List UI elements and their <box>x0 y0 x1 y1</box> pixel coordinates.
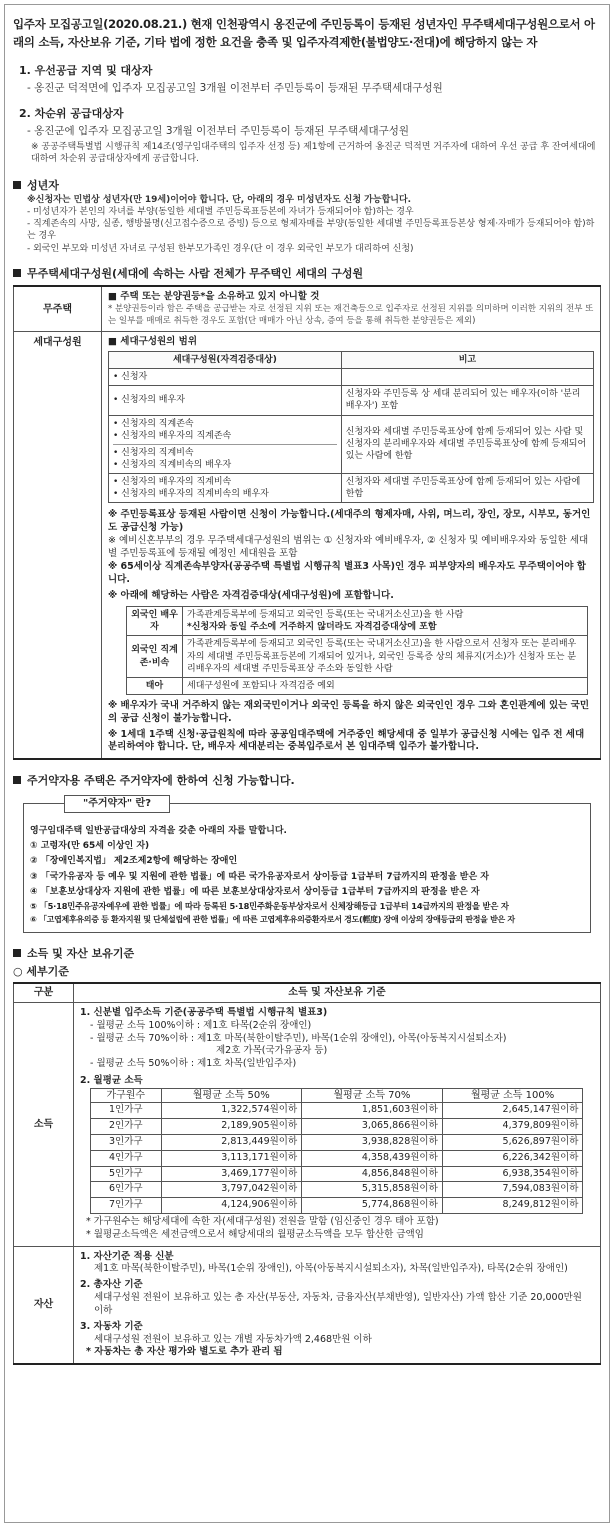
income-header-category: 구분 <box>14 983 74 1002</box>
no-house-main: ■ 주택 또는 분양권등*을 소유하고 있지 아니할 것 <box>108 291 320 303</box>
col-head: 월평균 소득 50% <box>161 1088 302 1103</box>
table-row: 1인가구 1,322,574원이하 1,851,603원이하 2,645,147원이하 <box>91 1103 583 1119</box>
vulnerable-lead: 영구임대주택 일반공급대상의 자격을 갖춘 아래의 자를 말합니다. <box>30 826 287 837</box>
vulnerable-box <box>23 798 591 933</box>
household-note-5: ※ 배우자가 국내 거주하지 않는 재외국민이거나 외국인 등록을 하지 않은 외국인인 경우 그와 혼인관계에 있는 국민의 공급 신청이 불가능합니다. <box>108 699 589 724</box>
foreign-family-cell: 가족관계등록부에 등재되고 외국인 등록(또는 국내거소신고)을 한 사람으로서 신청자 또는 분리배우자의 세대별 주민등록표등본에 기재되어 있거나, 외국인 등록증 상의 체류지(거소)가 신청자 또는 분리배우자의 세대별 주민등록표상 주소와 동일한 사람 <box>183 636 588 677</box>
table-row: 5인가구 3,469,177원이하 4,856,848원이하 6,938,354원이하 <box>91 1166 583 1182</box>
income-note-1: * 가구원수는 해당세대에 속한 자(세대구성원) 전원을 말함 (임신중인 경우 태아 포함) <box>86 1216 439 1228</box>
income-table <box>13 982 601 1365</box>
table-row: 3인가구 2,813,449원이하 3,938,828원이하 5,626,897원이하 <box>91 1134 583 1150</box>
member-row: • 신청자 <box>109 369 342 386</box>
fetus-label: 태아 <box>127 677 183 694</box>
section-vulnerable-title: 주거약자용 주택은 주거약자에 한하여 신청 가능합니다. <box>13 774 601 789</box>
vulnerable-tag: "주거약자" 란? <box>64 795 170 813</box>
member-row: • 신청자의 배우자 <box>109 386 342 415</box>
vulnerable-item: ④ 「보훈보상대상자 지원에 관한 법률」에 따른 보훈보상대상자로서 상이등급 1급부터 7급까지의 판정을 받은 자 <box>30 886 480 897</box>
income-note-2: * 월평균소득액은 세전금액으로서 해당세대의 월평균소득액을 모두 합산한 금액임 <box>86 1228 424 1240</box>
label-household-member: 세대구성원 <box>14 332 102 760</box>
col-member: 세대구성원(자격검증대상) <box>109 352 342 369</box>
vulnerable-item: ② 「장애인복지법」 제2조제2항에 해당하는 장애인 <box>30 856 238 867</box>
bullet-square-icon <box>13 776 21 784</box>
vulnerable-item: ③ 「국가유공자 등 예우 및 지원에 관한 법률」에 따른 국가유공자로서 상이등급 1급부터 7급까지의 판정을 받은 자 <box>30 871 489 882</box>
section-household-title: 무주택세대구성원(세대에 속하는 사람 전체가 무주택인 세대의 구성원 <box>13 267 601 282</box>
income-subtitle: ○ 세부기준 <box>13 964 69 978</box>
document-page <box>4 4 610 1523</box>
table-row: 7인가구 4,124,906원이하 5,774,868원이하 8,249,812원이하 <box>91 1198 583 1214</box>
household-member-cell <box>102 332 601 760</box>
table-row: 4인가구 3,113,171원이하 4,358,439원이하 6,226,342원이하 <box>91 1150 583 1166</box>
asset-label: 자산 <box>14 1246 74 1364</box>
bullet-square-icon <box>13 181 21 189</box>
household-note-2: ※ 예비신혼부부의 경우 무주택세대구성원의 범위는 ① 신청자와 예비배우자, ② 신청자 및 예비배우자와 동일한 세대별 주민등록표에 등재될 예정인 세대원을 포함 <box>108 535 589 559</box>
no-house-note: * 분양권등이라 함은 주택을 공급받는 자로 선정된 지위 또는 재건축등으로 입주자로 선정된 지위를 의미하며 이러한 지위의 전부 또는 일부를 매매로 취득한 경우도 포함(단 매매가 아닌 상속, 증여 등을 통해 취득한 분양권등은 제외) <box>108 304 594 326</box>
priority-body-2: - 옹진군에 입주자 모집공고일 3개월 이전부터 주민등록이 등재된 무주택세대구성원 <box>27 124 410 137</box>
income-label: 소득 <box>14 1002 74 1246</box>
income-cell: 1. 신분별 입주소득 기준(공공주택 특별법 시행규칙 별표3) - 월평균 소득 100%이하 : 제1호 타목(2순위 장애인) - 월평균 소득 70%이하 : 제1호 마목(북한이탈주민), 바목(1순위 장애인), 아목(아동복지시설퇴소자) 제2호 가목(국가유공자 등) - 월평균 소득 50%이하 : 제1호 차목(일반입주자) 2. 월평균 소득 가구원수 월평균 소득 50% 월평균 소득 70% 월평균 소득 100% 1인가구 1,322,574원이하 1,851,603원이하 2,645,147원이하 2인가구 2,189,905원이하 3,065,866원이하 4,379,809원이하 3인가구 2,813,449원이하 3,938,828원이하 5,626,897원이하 4인가구 3,113,171원이하 4,358,439원이하 6,226,342원이하 5인가구 3,469,177원이하 4,856,848원이하 6,938,354원이하 6인가구 3,797,042원이하 5,315,858원이하 7,594,083원이하 7인가구 4,124,906원이하 5,774,868원이하 8,249,812원이하 * 가구원수는 해당세대에 속한 자(세대구성원) 전원을 말함 (임신중인 경우 태아 포함) * 월평균소득액은 세전금액으로서 해당세대의 월평균소득액을 모두 합산한 금액임 <box>74 1002 601 1246</box>
range-title: ■ 세대구성원의 범위 <box>108 336 198 348</box>
remark-cell <box>341 369 593 386</box>
member-row: • 신청자의 배우자의 직계비속 • 신청자의 배우자의 직계비속의 배우자 <box>109 474 342 503</box>
priority-title-1: 1. 우선공급 지역 및 대상자 <box>19 63 153 77</box>
foreign-spouse-cell: 가족관계등록부에 등재되고 외국인 등록(또는 국내거소신고)을 한 사람 *신청자와 동일 주소에 거주하지 않더라도 자격검증대상에 포함 <box>183 607 588 636</box>
household-note-1: ※ 주민등록표상 등재된 사람이면 신청이 가능합니다.(세대주의 형제자매, 사위, 며느리, 장인, 장모, 시부모, 동거인도 공급신청 가능) <box>108 509 591 534</box>
priority-note: ※ 공공주택특별법 시행규칙 제14조(영구임대주택의 입주자 선정 등) 제1항에 근거하여 옹진군 덕적면 거주자에 대하여 우선 공급 후 잔여세대에 대하여 차순위 공급대상자에게 공급합니다. <box>31 141 596 164</box>
remark-cell: 신청자와 세대별 주민등록표상에 함께 등재되어 있는 사람에 한함 <box>341 474 593 503</box>
adult-line-4: - 외국인 부모와 미성년 자녀로 구성된 한부모가족인 경우(단 이 경우 외국인 부모가 대리하여 신청) <box>27 243 414 254</box>
income-amount-table <box>90 1088 583 1214</box>
adult-line-2: - 미성년자가 본인의 자녀를 부양(동일한 세대별 주민등록표등본에 자녀가 등재되어야 함)하는 경우 <box>27 207 414 218</box>
table-row: 2인가구 2,189,905원이하 3,065,866원이하 4,379,809원이하 <box>91 1119 583 1135</box>
income-header-criteria: 소득 및 자산보유 기준 <box>74 983 601 1002</box>
member-row: • 신청자의 직계존속 • 신청자의 배우자의 직계존속 • 신청자의 직계비속 • 신청자의 직계비속의 배우자 <box>109 415 342 474</box>
foreign-family-label: 외국인 직계존·비속 <box>127 636 183 677</box>
priority-title-2: 2. 차순위 공급대상자 <box>19 106 124 120</box>
section-adult-title: 성년자 <box>13 179 601 194</box>
priority-body-1: - 옹진군 덕적면에 입주자 모집공고일 3개월 이전부터 주민등록이 등재된 무주택세대구성원 <box>27 81 443 94</box>
vulnerable-item: ⑤ 「5·18민주유공자예우에 관한 법률」에 따라 등록된 5·18민주화운동부상자로서 신체장해등급 1급부터 14급까지의 판정을 받은 자 <box>30 900 509 911</box>
household-note-3: ※ 65세이상 직계존속부양자(공공주택 특별법 시행규칙 별표3 사목)인 경우 피부양자의 배우자도 무주택이어야 합니다. <box>108 560 586 585</box>
income-t2: 2. 월평균 소득 <box>80 1075 143 1087</box>
household-table <box>13 285 601 760</box>
income-t1: 1. 신분별 입주소득 기준(공공주택 특별법 시행규칙 별표3) <box>80 1006 328 1018</box>
col-head: 월평균 소득 70% <box>302 1088 443 1103</box>
household-note-6: ※ 1세대 1주택 신청·공급원칙에 따라 공공임대주택에 거주중인 해당세대 중 일부가 공급신청 시에는 입주 전 세대 분리하여야 합니다. 단, 배우자 세대분리는 중복입주로서 본 임대주택 입주가 불가합니다. <box>108 728 585 753</box>
bullet-square-icon <box>13 949 21 957</box>
foreign-spouse-label: 외국인 배우자 <box>127 607 183 636</box>
col-head: 월평균 소득 100% <box>442 1088 583 1103</box>
member-range-table <box>108 351 594 503</box>
remark-cell: 신청자와 세대별 주민등록표상에 함께 등재되어 있는 사람 및 신청자의 분리배우자와 세대별 주민등록표상에 함께 등재되어 있는 사람에 한함 <box>341 415 593 474</box>
asset-cell: 1. 자산기준 적용 신분 제1호 마목(북한이탈주민), 바목(1순위 장애인), 아목(아동복지시설퇴소자), 차목(일반입주자), 타목(2순위 장애인) 2. 총자산 기준 세대구성원 전원이 보유하고 있는 총 자산(부동산, 자동차, 금융자산(부채반영), 일반자산) 가액 합산 기준 20,000만원 이하 3. 자동차 기준 세대구성원 전원이 보유하고 있는 개별 자동차가액 2,468만원 이하 * 자동차는 총 자산 평가와 별도로 추가 관리 됨 <box>74 1246 601 1364</box>
section-income-title: 소득 및 자산 보유기준 <box>13 947 601 962</box>
vulnerable-item: ⑥ 「고엽제후유의증 등 환자지원 및 단체설립에 관한 법률」에 따른 고엽제후유의증환자로서 경도(輕度) 장애 이상의 장애등급의 판정을 받은 자 <box>30 914 515 924</box>
bullet-square-icon <box>13 269 21 277</box>
col-remark: 비고 <box>341 352 593 369</box>
no-house-cell <box>102 286 601 331</box>
table-row: 6인가구 3,797,042원이하 5,315,858원이하 7,594,083원이하 <box>91 1182 583 1198</box>
adult-line-3: - 직계존속의 사망, 실종, 행방불명(신고접수증으로 증빙) 등으로 형제자매를 부양(동일한 세대별 주민등록표등본상 형제·자매가 등재되어야 함)하는 경우 <box>27 219 595 242</box>
col-head: 가구원수 <box>91 1088 162 1103</box>
foreign-member-table <box>126 606 588 695</box>
fetus-cell: 세대구성원에 포함되나 자격검증 예외 <box>183 677 588 694</box>
label-no-house: 무주택 <box>14 286 102 331</box>
intro-paragraph: 입주자 모집공고일(2020.08.21.) 현재 인천광역시 옹진군에 주민등록이 등재된 성년자인 무주택세대구성원으로서 아래의 소득, 자산보유 기준, 기타 법에 정한 요건을 충족 및 입주자격제한(불법양도·전대)에 해당하지 않는 자 <box>13 17 595 50</box>
household-note-4: ※ 아래에 해당하는 사람은 자격검증대상(세대구성원)에 포함합니다. <box>108 590 394 602</box>
vulnerable-item: ① 고령자(만 65세 이상인 자) <box>30 841 150 852</box>
adult-line-1: ※신청자는 민법상 성년자(만 19세)이어야 합니다. 단, 아래의 경우 미성년자도 신청 가능합니다. <box>27 194 412 205</box>
remark-cell: 신청자와 주민등록 상 세대 분리되어 있는 배우자(이하 '분리배우자') 포함 <box>341 386 593 415</box>
